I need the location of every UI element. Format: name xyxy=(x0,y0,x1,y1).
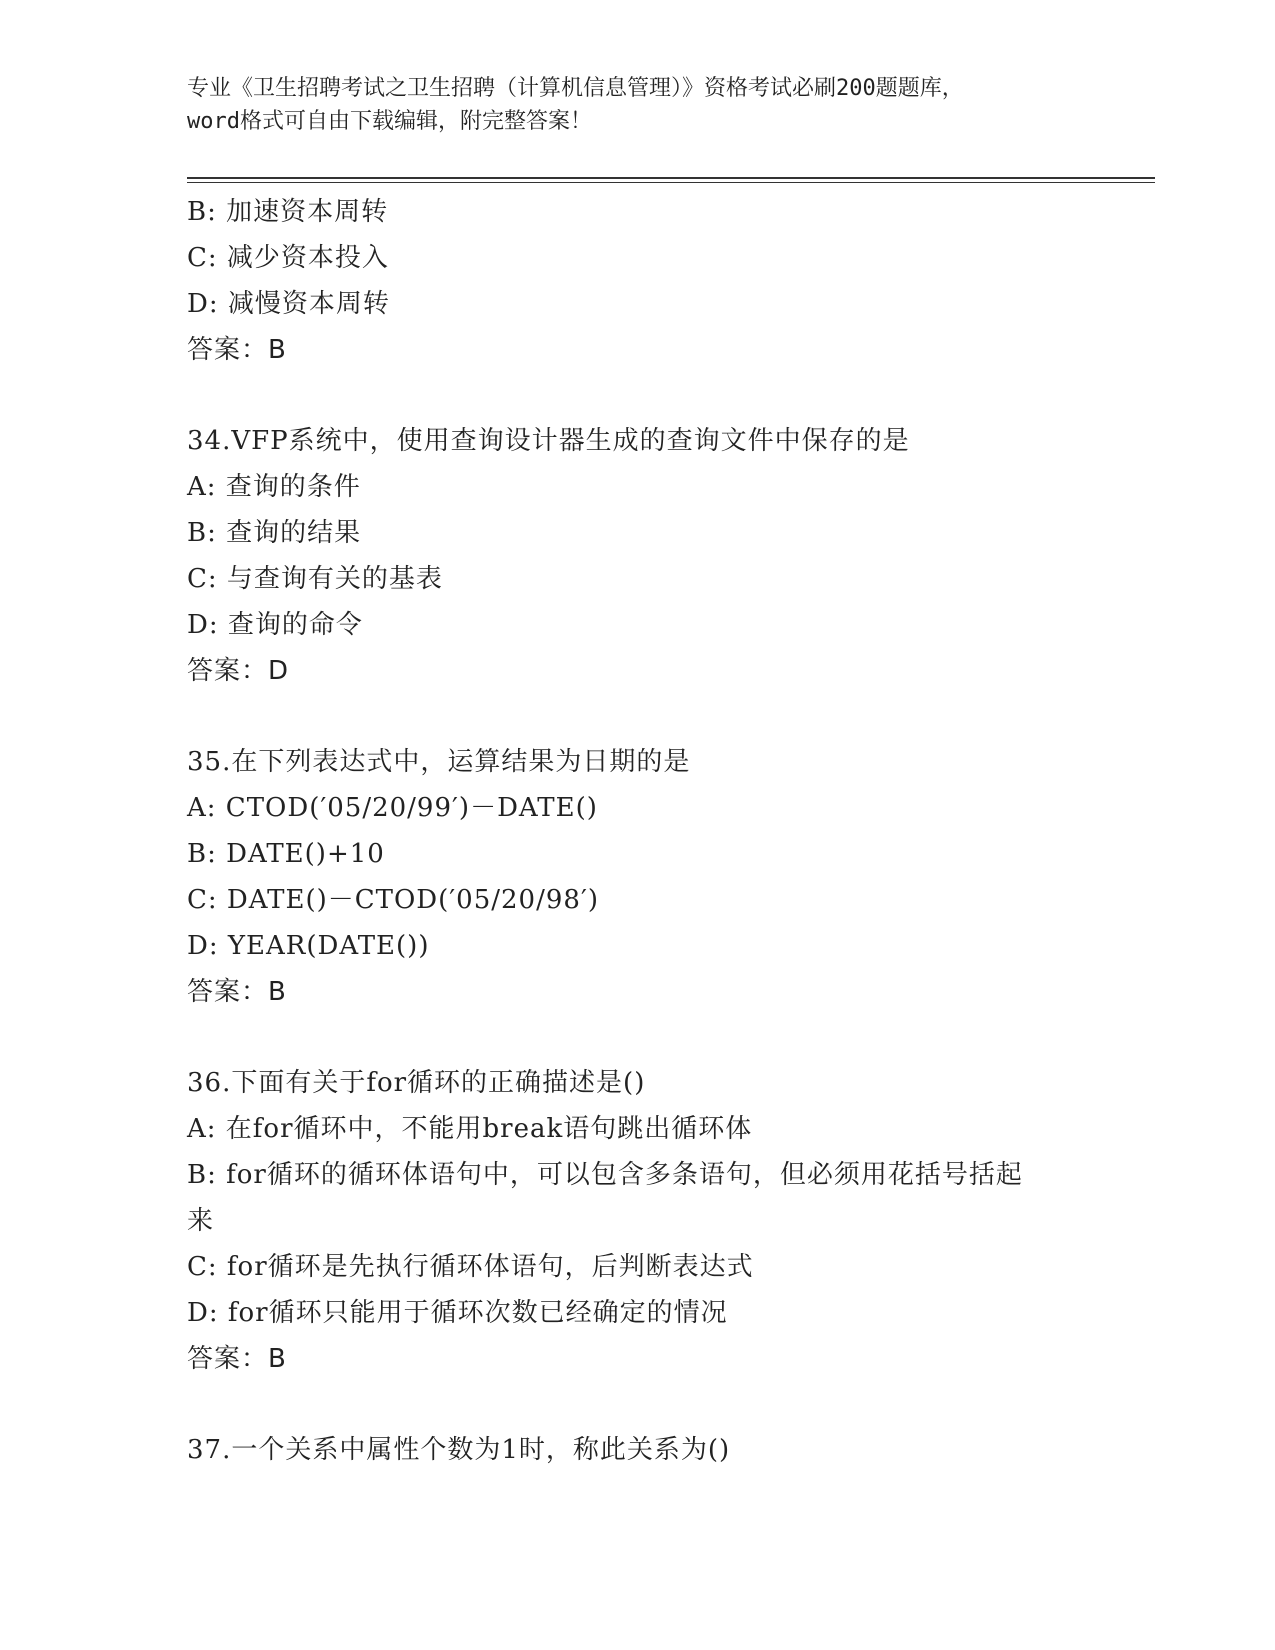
option-c: C: DATE()－CTOD(′05/20/98′) xyxy=(187,885,599,915)
option-a: A: 在for循环中，不能用break语句跳出循环体 xyxy=(187,1114,753,1144)
option-d: D: YEAR(DATE()) xyxy=(187,931,430,961)
answer-label: 答案：D xyxy=(187,656,290,686)
document-header xyxy=(187,72,1087,138)
option-c: C: 与查询有关的基表 xyxy=(187,564,443,594)
option-c: C: for循环是先执行循环体语句，后判断表达式 xyxy=(187,1252,754,1282)
option-a: A: CTOD(′05/20/99′)－DATE() xyxy=(187,793,598,823)
question-stem: 34.VFP系统中，使用查询设计器生成的查询文件中保存的是 xyxy=(187,426,910,456)
question-stem: 36.下面有关于for循环的正确描述是() xyxy=(187,1068,646,1098)
option-d: D: 减慢资本周转 xyxy=(187,289,390,319)
option-b: B: 查询的结果 xyxy=(187,518,362,548)
question-37 xyxy=(187,1427,1107,1473)
option-b: B: 加速资本周转 xyxy=(187,197,389,227)
question-33-continued xyxy=(187,189,1107,373)
question-36 xyxy=(187,1060,1107,1382)
header-title-line-1: 专业《卫生招聘考试之卫生招聘（计算机信息管理）》资格考试必刷200题题库， xyxy=(187,76,964,101)
header-divider-thin xyxy=(187,182,1155,183)
option-b: B: for循环的循环体语句中，可以包含多条语句，但必须用花括号括起来 xyxy=(187,1160,1023,1236)
option-d: D: for循环只能用于循环次数已经确定的情况 xyxy=(187,1298,728,1328)
option-a: A: 查询的条件 xyxy=(187,472,361,502)
question-34 xyxy=(187,418,1107,694)
header-title-line-2: word格式可自由下载编辑，附完整答案！ xyxy=(187,109,592,134)
option-d: D: 查询的命令 xyxy=(187,610,363,640)
answer-label: 答案：B xyxy=(187,977,287,1007)
answer-label: 答案：B xyxy=(187,1344,287,1374)
answer-label: 答案：B xyxy=(187,335,287,365)
option-c: C: 减少资本投入 xyxy=(187,243,389,273)
question-35 xyxy=(187,739,1107,1015)
option-b: B: DATE()+10 xyxy=(187,839,385,869)
question-stem: 35.在下列表达式中，运算结果为日期的是 xyxy=(187,747,691,777)
question-list xyxy=(187,189,1107,1473)
question-stem: 37.一个关系中属性个数为1时，称此关系为() xyxy=(187,1435,731,1465)
header-divider-thick xyxy=(187,177,1155,179)
